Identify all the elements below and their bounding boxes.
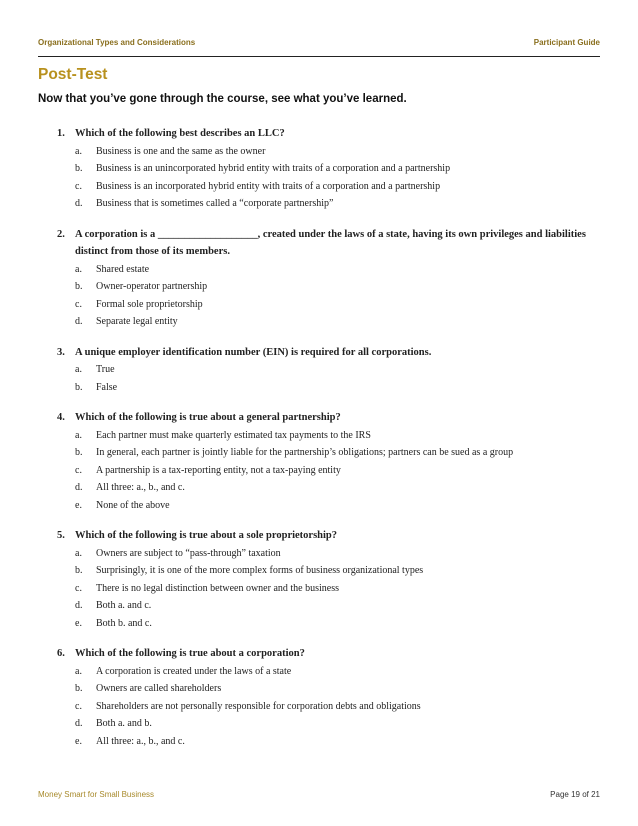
- question-text: Which of the following is true about a corporation?: [75, 648, 305, 659]
- option-text: Each partner must make quarterly estimated tax payments to the IRS: [96, 429, 371, 441]
- question-number: 4.: [57, 412, 65, 423]
- answer-option: [75, 195, 600, 213]
- answer-options: [75, 663, 600, 751]
- option-letter: a.: [75, 547, 82, 559]
- answer-option: [75, 680, 600, 698]
- question-text: Which of the following is true about a general partnership?: [75, 412, 341, 423]
- answer-option: [75, 698, 600, 716]
- option-text: A corporation is created under the laws of a state: [96, 665, 292, 677]
- answer-option: [75, 444, 600, 462]
- option-letter: e.: [75, 499, 82, 511]
- option-letter: b.: [75, 281, 83, 292]
- option-text: Owners are called shareholders: [96, 683, 222, 694]
- question-item: [38, 645, 600, 750]
- header-section-title: Organizational Types and Considerations: [38, 38, 196, 47]
- option-text: False: [96, 381, 118, 393]
- answer-option: [75, 615, 600, 633]
- question-text: Which of the following best describes an LLC?: [75, 128, 285, 139]
- option-letter: c.: [75, 180, 82, 192]
- option-text: Shareholders are not personally responsible for corporation debts and obligations: [96, 700, 421, 712]
- answer-option: [75, 427, 600, 445]
- question-number: 5.: [57, 530, 65, 541]
- page-subtitle: Now that you’ve gone through the course, see what you’ve learned.: [38, 93, 407, 105]
- option-text: Both b. and c.: [96, 617, 152, 629]
- question-number: 1.: [57, 128, 65, 139]
- option-text: Separate legal entity: [96, 316, 178, 327]
- option-letter: d.: [75, 316, 83, 327]
- option-text: Owners are subject to “pass-through” taxation: [96, 547, 281, 559]
- option-text: Business is an incorporated hybrid entity with traits of a corporation and a partnership: [96, 180, 441, 192]
- question-item: [38, 527, 600, 632]
- answer-option: [75, 313, 600, 331]
- answer-option: [75, 733, 600, 751]
- option-letter: b.: [75, 381, 83, 393]
- option-letter: b.: [75, 565, 83, 576]
- question-number: 3.: [57, 346, 65, 358]
- page-header: [38, 38, 600, 52]
- option-text: In general, each partner is jointly liable for the partnership’s obligations; partners can be sued as a group: [96, 447, 514, 458]
- answer-option: [75, 545, 600, 563]
- answer-option: [75, 479, 600, 497]
- answer-option: [75, 278, 600, 296]
- answer-option: [75, 361, 600, 379]
- option-letter: a.: [75, 665, 82, 677]
- option-text: Business that is sometimes called a “corporate partnership”: [96, 198, 334, 209]
- option-text: Owner-operator partnership: [96, 281, 208, 292]
- answer-options: [75, 261, 600, 331]
- footer-course-title: Money Smart for Small Business: [38, 790, 155, 799]
- option-letter: d.: [75, 600, 83, 611]
- option-letter: e.: [75, 617, 82, 629]
- answer-options: [75, 545, 600, 633]
- option-text: Surprisingly, it is one of the more complex forms of business organizational types: [96, 565, 424, 576]
- question-number: 2.: [57, 228, 65, 240]
- option-letter: a.: [75, 429, 82, 441]
- option-text: Both a. and b.: [96, 718, 152, 729]
- option-letter: b.: [75, 683, 83, 694]
- option-letter: c.: [75, 298, 82, 310]
- question-item: [38, 226, 600, 331]
- option-text: Shared estate: [96, 263, 150, 275]
- question-text: A unique employer identification number (EIN) is required for all corporations.: [75, 346, 432, 358]
- answer-option: [75, 562, 600, 580]
- page-title: Post-Test: [38, 66, 108, 83]
- option-letter: e.: [75, 735, 82, 747]
- option-text: A partnership is a tax-reporting entity, not a tax-paying entity: [96, 464, 341, 476]
- option-letter: c.: [75, 464, 82, 476]
- option-letter: a.: [75, 263, 82, 275]
- option-text: Business is an unincorporated hybrid entity with traits of a corporation and a partnership: [96, 163, 451, 174]
- option-text: True: [96, 364, 115, 375]
- question-item: [38, 409, 600, 514]
- answer-option: [75, 497, 600, 515]
- answer-option: [75, 462, 600, 480]
- option-letter: c.: [75, 582, 82, 594]
- question-text: Which of the following is true about a sole proprietorship?: [75, 530, 338, 541]
- answer-option: [75, 597, 600, 615]
- answer-option: [75, 261, 600, 279]
- question-number: 6.: [57, 648, 65, 659]
- question-list: [38, 125, 600, 763]
- question-item: [38, 125, 600, 213]
- option-text: There is no legal distinction between owner and the business: [96, 582, 339, 594]
- option-text: None of the above: [96, 499, 170, 511]
- answer-options: [75, 361, 600, 396]
- page-footer: [38, 790, 600, 802]
- option-text: All three: a., b., and c.: [96, 482, 185, 493]
- header-rule: [38, 56, 600, 57]
- option-letter: c.: [75, 700, 82, 712]
- option-text: All three: a., b., and c.: [96, 735, 185, 747]
- answer-options: [75, 143, 600, 213]
- question-text: A corporation is a ___________________, created under the laws of a state, having its own privileges and liabilities distinct from those of its members.: [75, 228, 586, 257]
- option-text: Formal sole proprietorship: [96, 298, 203, 310]
- answer-option: [75, 160, 600, 178]
- option-letter: d.: [75, 718, 83, 729]
- answer-option: [75, 715, 600, 733]
- option-letter: b.: [75, 447, 83, 458]
- question-item: [38, 344, 600, 397]
- header-guide-label: Participant Guide: [533, 38, 600, 47]
- answer-option: [75, 143, 600, 161]
- option-letter: d.: [75, 482, 83, 493]
- option-text: Business is one and the same as the owner: [96, 145, 266, 157]
- option-letter: d.: [75, 198, 83, 209]
- answer-options: [75, 427, 600, 515]
- option-text: Both a. and c.: [96, 600, 152, 611]
- answer-option: [75, 663, 600, 681]
- answer-option: [75, 178, 600, 196]
- answer-option: [75, 580, 600, 598]
- option-letter: a.: [75, 145, 82, 157]
- answer-option: [75, 379, 600, 397]
- option-letter: b.: [75, 163, 83, 174]
- footer-page-number: Page 19 of 21: [550, 790, 600, 799]
- answer-option: [75, 296, 600, 314]
- option-letter: a.: [75, 364, 82, 375]
